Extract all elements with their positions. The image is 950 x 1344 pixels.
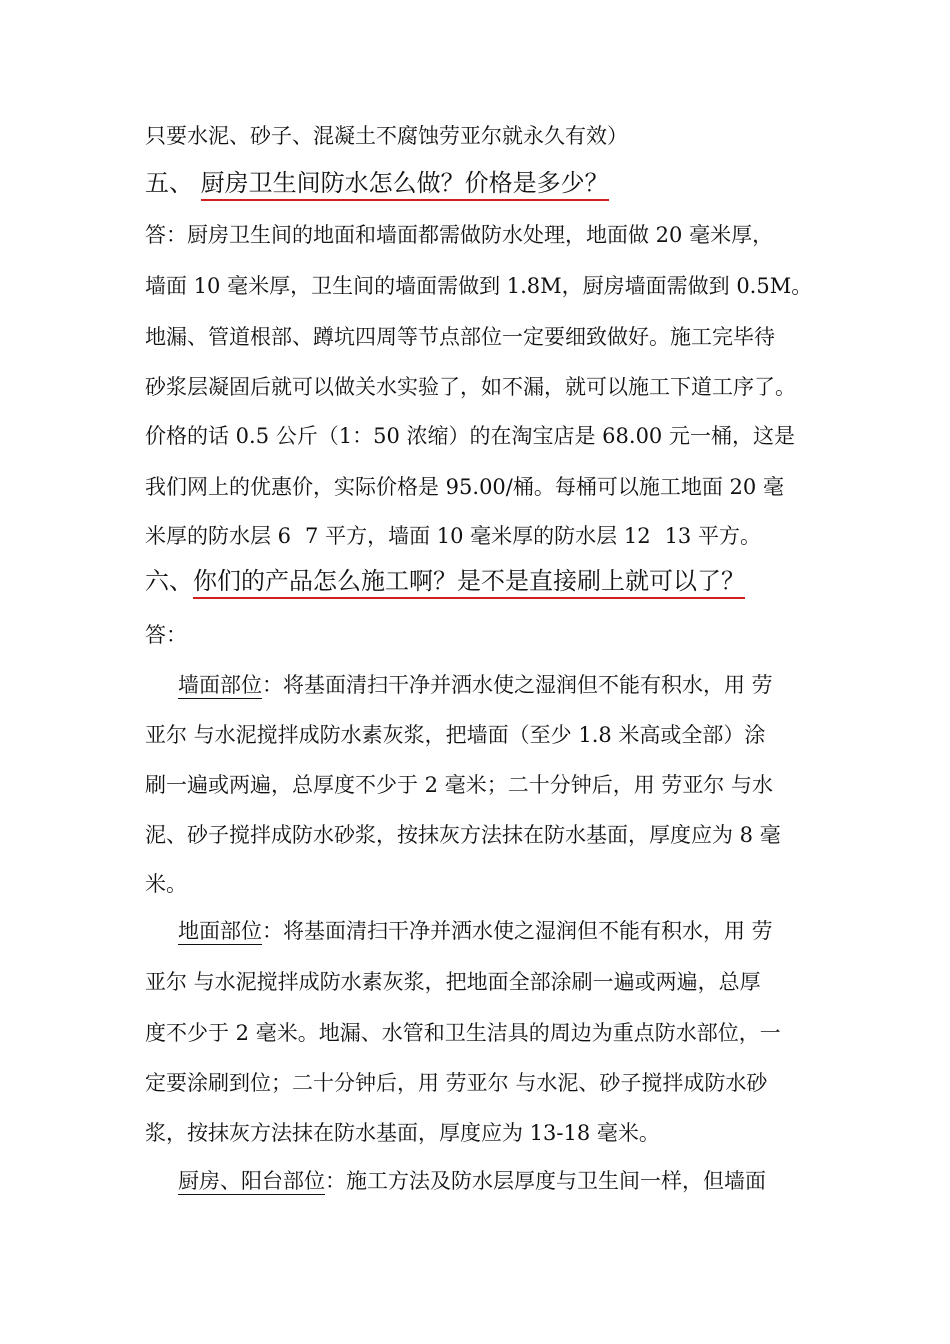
section-heading-6 xyxy=(145,566,745,596)
text-run: ：将基面清扫干净并洒水使之湿润但不能有积水，用 劳 xyxy=(262,673,773,697)
wall-section-label: 墙面部位 xyxy=(178,673,262,697)
heading-number: 六、 xyxy=(145,567,193,595)
paragraph-line: 亚尔 与水泥搅拌成防水素灰浆，把墙面（至少 1.8 米高或全部）涂 xyxy=(145,723,766,747)
paragraph-line xyxy=(178,1166,766,1196)
paragraph-line: 只要水泥、砂子、混凝土不腐蚀劳亚尔就永久有效） xyxy=(145,124,628,148)
text-run: ：施工方法及防水层厚度与卫生间一样，但墙面 xyxy=(325,1169,766,1193)
paragraph-line: 答： xyxy=(145,623,187,647)
paragraph-line: 泥、砂子搅拌成防水砂浆，按抹灰方法抹在防水基面，厚度应为 8 毫 xyxy=(145,823,781,847)
paragraph-line xyxy=(178,670,773,700)
paragraph-line: 刷一遍或两遍，总厚度不少于 2 毫米；二十分钟后，用 劳亚尔 与水 xyxy=(145,773,774,797)
heading-title: 厨房卫生间防水怎么做？价格是多少？ xyxy=(201,169,609,201)
text-run: 13 平方。 xyxy=(664,524,761,548)
paragraph-line: 地漏、管道根部、蹲坑四周等节点部位一定要细致做好。施工完毕待 xyxy=(145,325,775,349)
paragraph-line xyxy=(178,916,773,946)
kitchen-section-label: 厨房、阳台部位 xyxy=(178,1169,325,1193)
paragraph-line: 度不少于 2 毫米。地漏、水管和卫生洁具的周边为重点防水部位，一 xyxy=(145,1021,781,1045)
text-run: ：将基面清扫干净并洒水使之湿润但不能有积水，用 劳 xyxy=(262,919,773,943)
paragraph-line: 亚尔 与水泥搅拌成防水素灰浆，把地面全部涂刷一遍或两遍，总厚 xyxy=(145,970,761,994)
floor-section-label: 地面部位 xyxy=(178,919,262,943)
section-heading-5 xyxy=(145,168,609,198)
paragraph-line: 价格的话 0.5 公斤（1：50 浓缩）的在淘宝店是 68.00 元一桶，这是 xyxy=(145,424,795,448)
heading-number: 五、 xyxy=(145,169,193,197)
paragraph-line: 砂浆层凝固后就可以做关水实验了，如不漏，就可以施工下道工序了。 xyxy=(145,375,796,399)
text-run: 7 平方，墙面 10 毫米厚的防水层 12 xyxy=(305,524,651,548)
heading-title: 你们的产品怎么施工啊？是不是直接刷上就可以了？ xyxy=(193,567,745,599)
paragraph-line: 答：厨房卫生间的地面和墙面都需做防水处理，地面做 20 毫米厚， xyxy=(145,223,774,247)
text-run: 米厚的防水层 6 xyxy=(145,524,292,548)
paragraph-line: 墙面 10 毫米厚，卫生间的墙面需做到 1.8M，厨房墙面需做到 0.5M。 xyxy=(145,274,813,298)
paragraph-line: 我们网上的优惠价，实际价格是 95.00/桶。每桶可以施工地面 20 毫 xyxy=(145,475,784,499)
paragraph-line: 米。 xyxy=(145,872,187,896)
paragraph-line: 定要涂刷到位；二十分钟后，用 劳亚尔 与水泥、砂子搅拌成防水砂 xyxy=(145,1071,768,1095)
paragraph-line: 浆，按抹灰方法抹在防水基面，厚度应为 13-18 毫米。 xyxy=(145,1121,660,1145)
paragraph-line xyxy=(145,521,761,551)
